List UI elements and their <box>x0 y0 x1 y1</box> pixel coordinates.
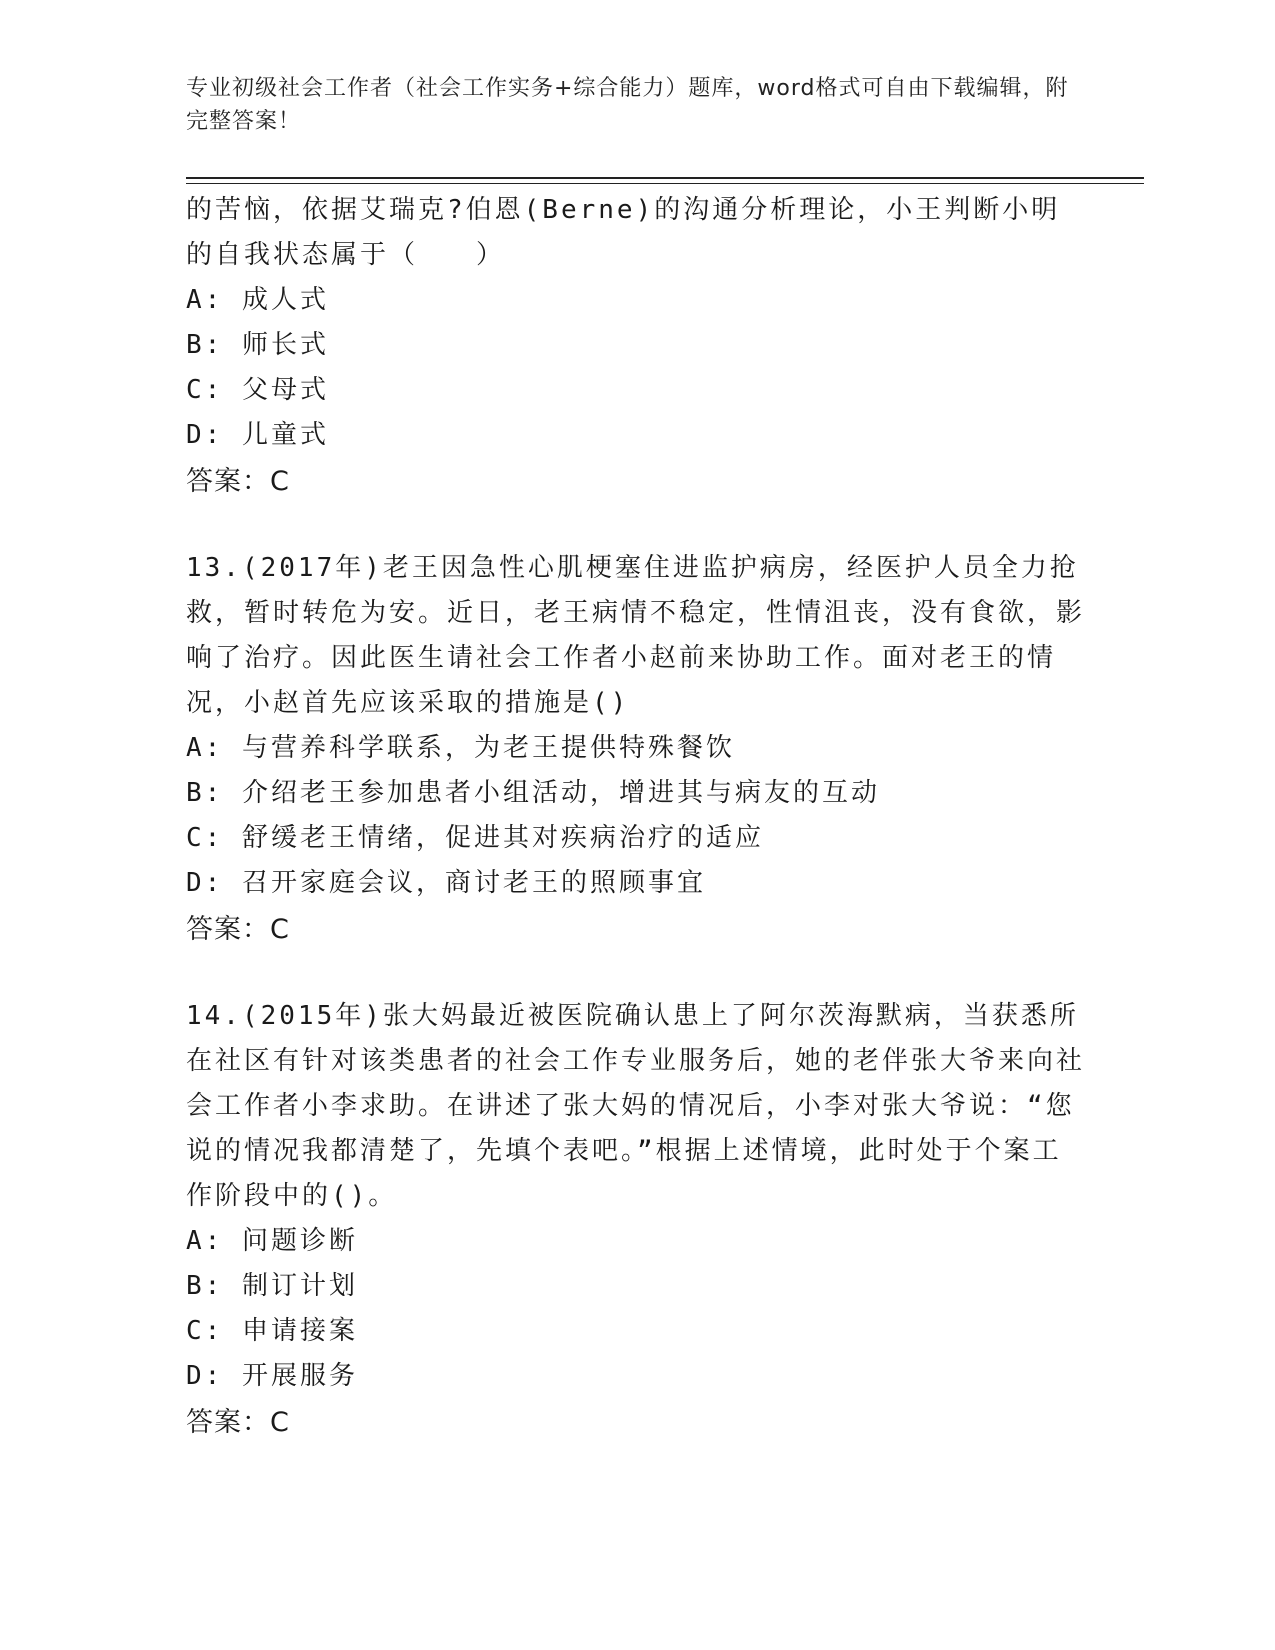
answer-line: 答案：C <box>186 914 290 945</box>
header-divider-thin <box>186 183 1144 184</box>
question-14 <box>186 994 1086 1446</box>
option-c: C: 舒缓老王情绪，促进其对疾病治疗的适应 <box>186 823 764 853</box>
option-d: D: 开展服务 <box>186 1361 358 1391</box>
question-stem: 14.(2015年)张大妈最近被医院确认患上了阿尔茨海默病，当获悉所在社区有针对该类患者的社会工作专业服务后，她的老伴张大爷来向社会工作者小李求助。在讲述了张大妈的情况后，小李对张大爷说：“您说的情况我都清楚了，先填个表吧。”根据上述情境，此时处于个案工作阶段中的()。 <box>186 1001 1086 1211</box>
option-c: C: 申请接案 <box>186 1316 358 1346</box>
question-stem: 13.(2017年)老王因急性心肌梗塞住进监护病房，经医护人员全力抢救，暂时转危为安。近日，老王病情不稳定，性情沮丧，没有食欲，影响了治疗。因此医生请社会工作者小赵前来协助工作。面对老王的情况，小赵首先应该采取的措施是() <box>186 553 1086 718</box>
option-c: C: 父母式 <box>186 375 329 405</box>
question-13 <box>186 546 1086 953</box>
question-stem: 的苦恼，依据艾瑞克?伯恩(Berne)的沟通分析理论，小王判断小明的自我状态属于（ ） <box>186 195 1061 270</box>
option-d: D: 儿童式 <box>186 420 329 450</box>
option-a: A: 问题诊断 <box>186 1226 358 1256</box>
option-a: A: 成人式 <box>186 285 329 315</box>
answer-line: 答案：C <box>186 466 290 497</box>
option-b: B: 介绍老王参加患者小组活动，增进其与病友的互动 <box>186 778 880 808</box>
option-b: B: 制订计划 <box>186 1271 358 1301</box>
page-header: 专业初级社会工作者（社会工作实务+综合能力）题库，word格式可自由下载编辑，附完整答案！ <box>186 76 1069 134</box>
option-b: B: 师长式 <box>186 330 329 360</box>
header-divider-thick <box>186 177 1144 179</box>
answer-line: 答案：C <box>186 1407 290 1438</box>
question-list <box>186 188 1086 1446</box>
option-a: A: 与营养科学联系，为老王提供特殊餐饮 <box>186 733 735 763</box>
option-d: D: 召开家庭会议，商讨老王的照顾事宜 <box>186 868 706 898</box>
question-12-continued <box>186 188 1086 505</box>
